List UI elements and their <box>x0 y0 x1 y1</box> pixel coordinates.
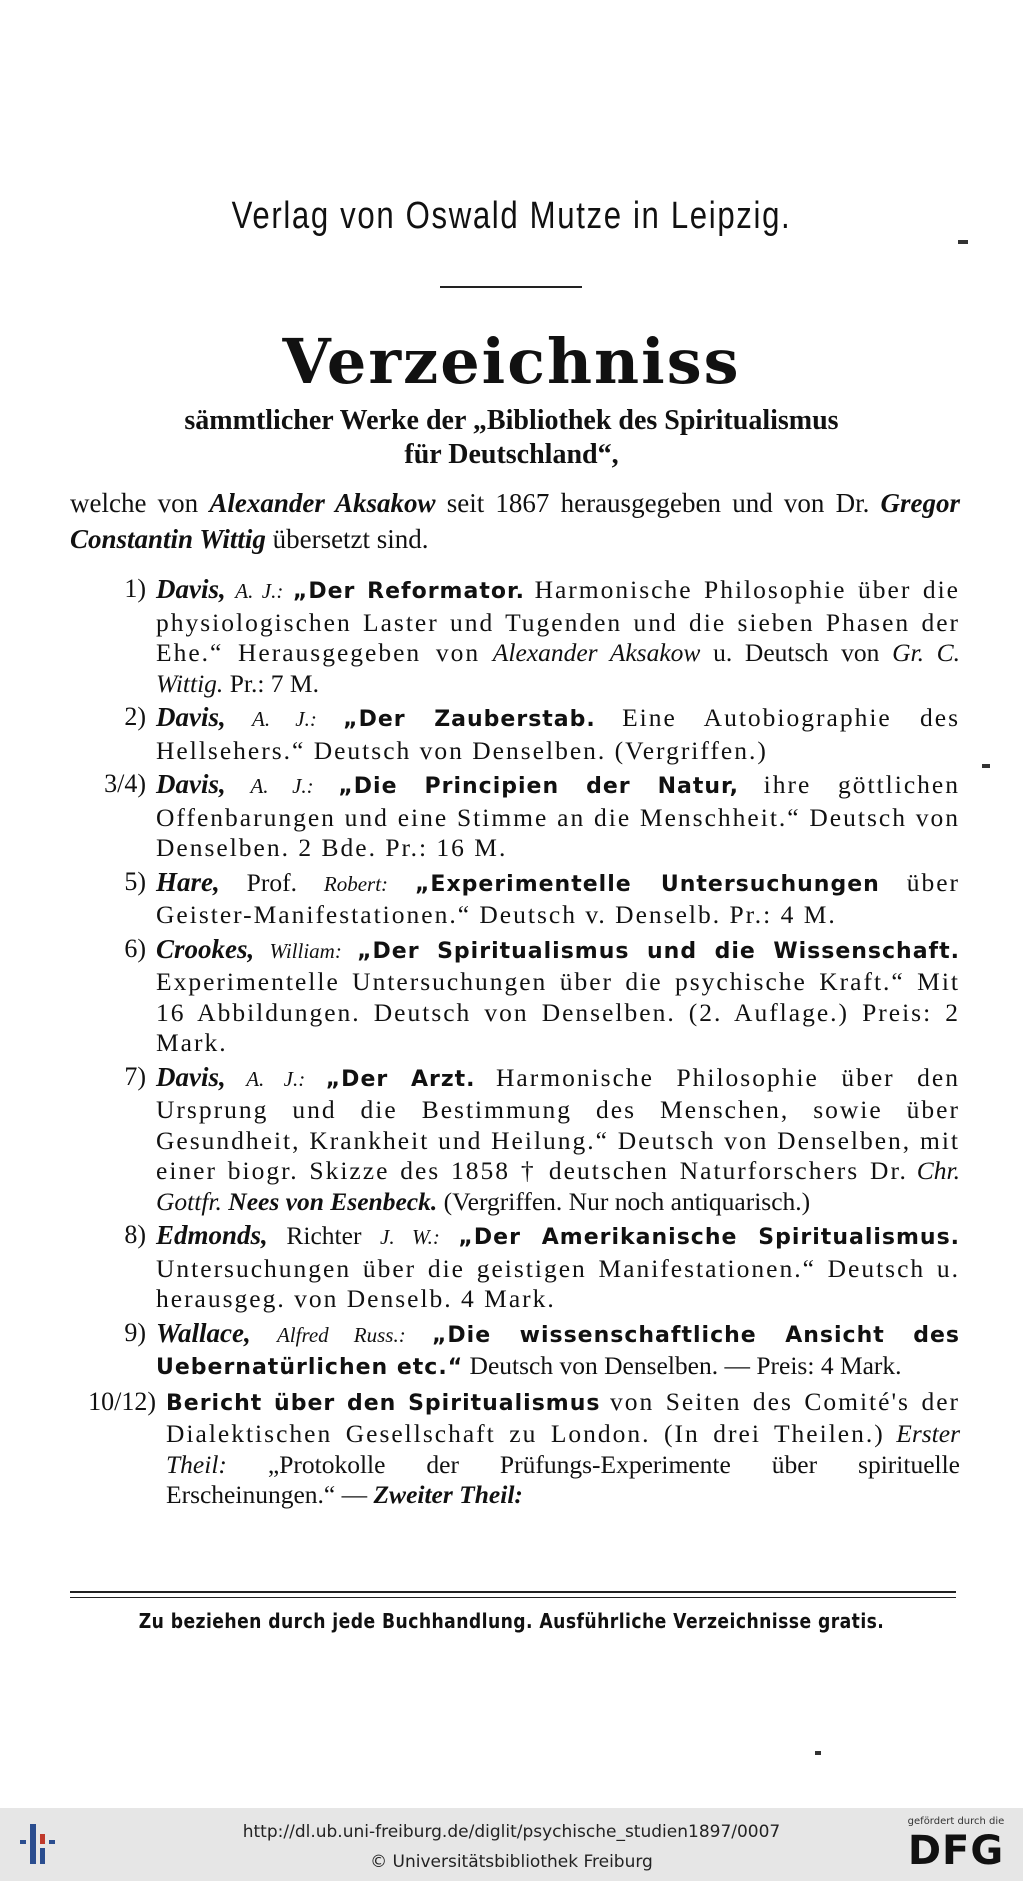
entry-title: „Die Principien der Natur, <box>338 774 739 799</box>
entry-given-name: A. J.: <box>250 774 314 798</box>
entry-author: Edmonds, <box>156 1220 268 1250</box>
entry-description: Harmonische Philosophie über die physiologischen Laster und Tugenden und die sieben Phasen der Ehe.“ Herausgegeben von <box>156 575 960 667</box>
catalogue-title: Verzeichniss <box>282 325 741 398</box>
entry-given-name: J. W.: <box>380 1225 440 1249</box>
entry-description: von Seiten des Comité's der Dialektischen Gesellschaft zu London. (In drei Theilen.) <box>166 1386 961 1448</box>
entry-number: 2) <box>124 702 146 731</box>
entry-person-name: Nees von Esenbeck. <box>228 1186 438 1216</box>
entry-list <box>60 574 960 1514</box>
entry-price: Pr.: 7 M. <box>229 668 319 698</box>
entry-text <box>156 574 960 699</box>
entry-prefix: Prof. <box>246 867 297 897</box>
entry-title: „Der Amerikanische Spiritualismus. <box>458 1225 961 1250</box>
viewer-footer-bar <box>0 1808 1023 1881</box>
intro-text: übersetzt sind. <box>272 524 429 554</box>
entry-number: 6) <box>124 933 146 963</box>
entry-description: „Protokolle der Prüfungs-Experimente über spirituelle Erscheinungen.“ — <box>166 1449 960 1509</box>
list-item <box>60 1318 960 1384</box>
entry-author: Wallace, <box>156 1317 251 1348</box>
subtitle-line: sämmtlicher Werke der „Bibliothek des Spiritualismus <box>184 405 839 436</box>
footer-rule <box>70 1597 956 1598</box>
dfg-logo[interactable]: DFG <box>907 1828 1005 1874</box>
funding-note: gefördert durch die <box>907 1816 1005 1827</box>
entry-number: 1) <box>124 574 146 603</box>
list-item <box>60 1387 960 1511</box>
scan-speck <box>815 1751 821 1755</box>
entry-author: Hare, <box>156 866 220 897</box>
intro-text: seit 1867 herausgegeben und von Dr. <box>446 488 870 518</box>
entry-title: Bericht über den Spiritualismus <box>166 1390 601 1416</box>
footer-rule <box>70 1591 956 1593</box>
entry-title: „Der Spiritualismus und die Wissenschaft. <box>357 938 960 964</box>
entry-number: 5) <box>124 866 146 896</box>
title-divider <box>440 286 582 288</box>
entry-title: „Experimentelle Untersuchungen <box>414 871 880 897</box>
entry-given-name: Robert: <box>323 871 389 896</box>
entry-given-name: William: <box>269 938 342 963</box>
entry-part-label: Erster Theil: <box>166 1419 960 1479</box>
scan-speck <box>958 240 968 244</box>
list-item <box>60 867 960 931</box>
entry-author: Davis, <box>156 702 226 732</box>
entry-part-label: Zweiter Theil: <box>373 1480 523 1509</box>
copyright-notice: © Universitätsbibliothek Freiburg <box>370 1852 653 1872</box>
intro-text: welche von <box>70 488 199 518</box>
entry-title: „Der Zauberstab. <box>343 707 596 732</box>
page-url[interactable]: http://dl.ub.uni-freiburg.de/diglit/psychische_studien1897/0007 <box>242 1822 781 1842</box>
entry-author: Crookes, <box>156 933 255 964</box>
publisher-line: Verlag von Oswald Mutze in Leipzig. <box>231 195 792 237</box>
entry-text <box>156 769 960 864</box>
list-item <box>60 702 960 766</box>
entry-translator: Gr. C. Wittig. <box>156 638 961 698</box>
list-item <box>60 1220 960 1315</box>
list-item <box>60 574 960 699</box>
entry-editor: Alexander Aksakow <box>492 638 701 667</box>
entry-number: 10/12) <box>88 1386 156 1416</box>
entry-title: „Der Reformator. <box>292 579 526 604</box>
entry-description: Experimentelle Untersuchungen über die psychische Kraft.“ Mit 16 Abbildungen. Deutsch von Denselben. (2. Auflage.) Preis: 2 Mark. <box>156 967 960 1057</box>
entry-author: Davis, <box>156 769 226 799</box>
entry-title: „Der Arzt. <box>325 1066 476 1092</box>
entry-text <box>156 1318 960 1384</box>
entry-text <box>156 1220 960 1315</box>
intro-paragraph <box>70 485 960 557</box>
entry-prefix: Richter <box>286 1221 362 1250</box>
entry-number: 9) <box>124 1317 146 1347</box>
entry-number: 7) <box>124 1061 146 1091</box>
entry-title: „Die wissenschaftliche Ansicht des Uebernatürlichen etc.“ <box>156 1322 961 1380</box>
entry-given-name: A. J.: <box>246 1066 306 1091</box>
entry-given-name: Alfred Russ.: <box>276 1322 406 1347</box>
entry-given-name: A. J.: <box>252 707 317 731</box>
list-item <box>60 1062 960 1218</box>
entry-description: (Vergriffen. Nur noch antiquarisch.) <box>443 1186 811 1216</box>
translator-name: Gregor Constantin Wittig <box>70 488 961 554</box>
subtitle-line: für Deutschland“, <box>404 439 619 470</box>
entry-description: Untersuchungen über die geistigen Manifestationen.“ Deutsch u. herausgeg. von Denselb. 4 Mark. <box>156 1253 960 1313</box>
scan-speck <box>982 764 990 768</box>
entry-text <box>166 1387 960 1511</box>
entry-description: Eine Autobiographie des Hellsehers.“ Deutsch von Denselben. (Vergriffen.) <box>156 703 960 765</box>
entry-description: über Geister-Manifestationen.“ Deutsch v. Denselb. Pr.: 4 M. <box>156 867 961 929</box>
entry-number: 8) <box>124 1220 146 1249</box>
entry-author: Davis, <box>156 574 226 604</box>
availability-note: Zu beziehen durch jede Buchhandlung. Ausführliche Verzeichnisse gratis. <box>138 1609 885 1633</box>
entry-text <box>156 867 960 931</box>
entry-text <box>156 1062 960 1218</box>
editor-name: Alexander Aksakow <box>209 488 436 518</box>
list-item <box>60 934 960 1059</box>
entry-given-name: A. J.: <box>235 579 284 603</box>
entry-description: ihre göttlichen Offenbarungen und eine Stimme an die Menschheit.“ Deutsch von Denselben. 2 Bde. Pr.: 16 M. <box>156 770 960 862</box>
entry-description: Deutsch von Denselben. — Preis: 4 Mark. <box>469 1351 902 1380</box>
entry-text <box>156 702 960 766</box>
entry-description: Harmonische Philosophie über den Ursprung und die Bestimmung des Menschen, sowie über Gesundheit, Krankheit und Heilung.“ Deutsch von Denselben, mit einer biogr. Skizze des 1858 † deutschen Naturforschers Dr. <box>156 1062 960 1185</box>
entry-description: u. Deutsch von <box>713 638 880 667</box>
list-item <box>60 769 960 864</box>
entry-person: Chr. Gottfr. <box>156 1156 961 1216</box>
entry-author: Davis, <box>156 1061 226 1092</box>
entry-number: 3/4) <box>104 769 146 798</box>
catalogue-subtitle <box>60 404 963 472</box>
entry-text <box>156 934 960 1059</box>
